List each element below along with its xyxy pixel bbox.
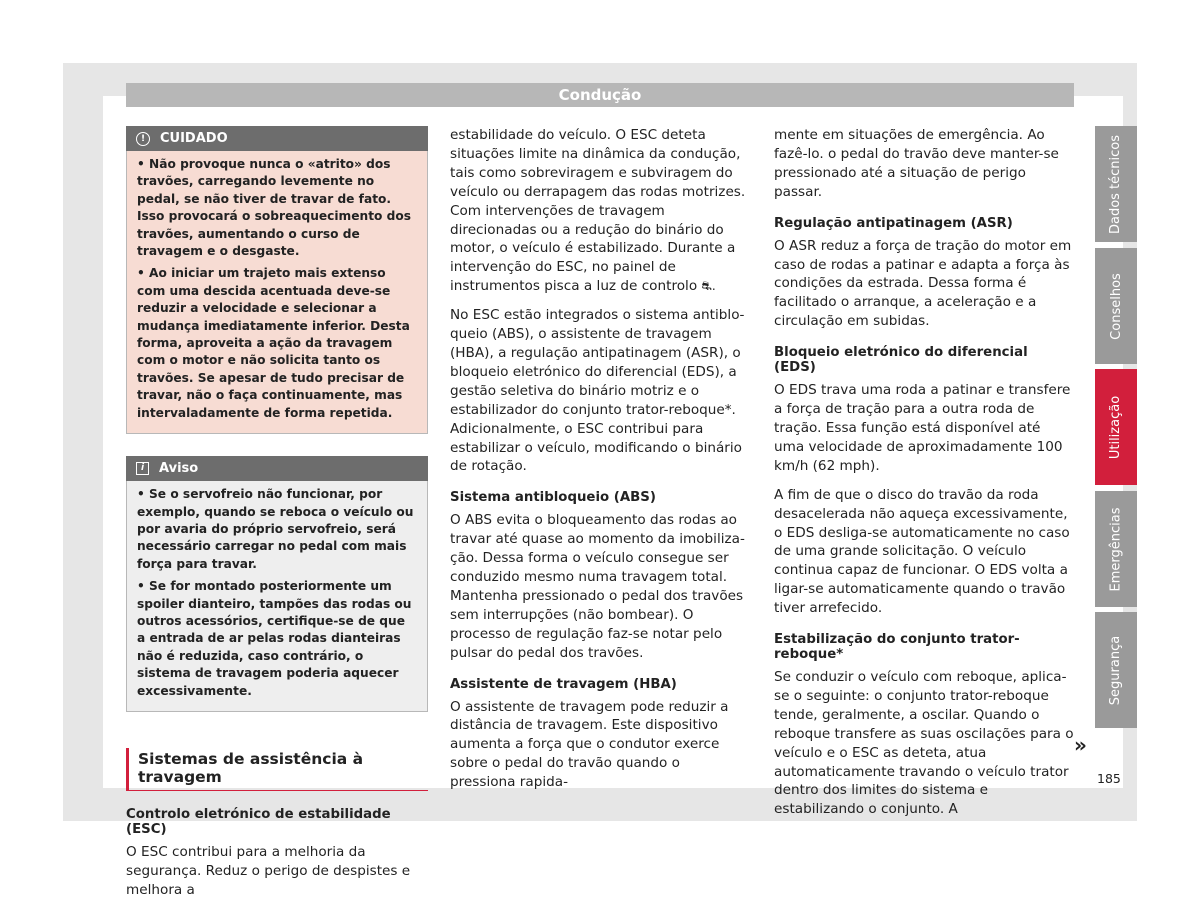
esc-warning-light-icon: ⛐. [701, 279, 716, 294]
tab-label: Dados técnicos [1108, 134, 1124, 234]
caution-item-1: • Não provoque nunca o «atrito» dos travões, carregando levemente no pedal, se não tiver de travar de fato. Isso provocará o sobreaquecimento dos travões, aumentando o curso de travagem e o desgaste. [137, 157, 411, 259]
tab-label: Utilização [1108, 395, 1124, 459]
caution-body [126, 151, 428, 434]
asr-heading: Regulação antipatinagem (ASR) [774, 215, 1013, 231]
note-title: Aviso [159, 461, 199, 477]
eds-heading: Bloqueio eletrónico do diferencial (EDS) [774, 345, 1028, 376]
hba-text-cont: mente em situações de emergência. Ao fazê-lo. o pedal do travão deve manter-se pressionado até a situação de perigo passar. [774, 127, 1059, 200]
chapter-header: Condução [126, 83, 1074, 107]
abs-heading: Sistema antibloqueio (ABS) [450, 490, 656, 506]
tab-seguranca[interactable] [1095, 612, 1137, 728]
esc-paragraph-2: No ESC estão integrados o sistema antibloqueio (ABS), o assistente de travagem (HBA), a regulação antipatinagem (ASR), o bloqueio eletrónico do diferencial (EDS), a gestão seletiva do binário motriz e o estabilizador do conjunto trator-reboque*. Adicionalmente, o ESC contribui para estabilizar o veículo, modificando o binário de rotação. [450, 307, 745, 475]
tab-utilizacao[interactable] [1095, 369, 1137, 485]
note-body [126, 481, 428, 712]
eds-paragraph-1: O EDS trava uma roda a patinar e transfere a força de tração para a outra roda de tração. Essa função está disponível até uma velocidade de aproximadamente 100 km/h (62 mph). [774, 382, 1071, 474]
tab-label: Segurança [1108, 635, 1124, 705]
section-title: Sistemas de assistência à travagem [126, 748, 428, 791]
page-number: 185 [1097, 771, 1121, 786]
esc-paragraph-1-cont [450, 126, 748, 296]
trailer-text: Se conduzir o veículo com reboque, aplica-se o seguinte: o conjunto trator-reboque tende, geralmente, a oscilar. Quando o reboque transfere as suas oscilações para o veículo e o ESC as deteta, atua automaticamente travando o veículo trator dentro dos limites do sistema e estabilizando o conjunto. A [774, 669, 1074, 818]
note-box [126, 456, 428, 712]
trailer-heading: Estabilização do conjunto trator-reboque* [774, 632, 1020, 663]
caution-title: CUIDADO [160, 131, 228, 146]
caution-item-2: • Ao iniciar um trajeto mais extenso com uma descida acentuada deve-se reduzir a velocidade e selecionar a mudança imediatamente inferior. Desta forma, aproveita a ação da travagem com o motor e não solicita tanto os travões. Se apesar de tudo precisar de travar, não o faça continuamente, mas intervaladamente de forma repetida. [137, 266, 410, 420]
tab-dados-tecnicos[interactable] [1095, 126, 1137, 242]
abs-text: O ABS evita o bloqueamento das rodas ao travar até quase ao momento da imobilização. Dessa forma o veículo consegue ser conduzido mesmo numa travagem total. Mantenha pressionado o pedal dos travões sem interrupções (não bombear). O processo de regulação faz-se notar pelo pulsar do pedal dos travões. [450, 512, 745, 661]
note-item-2: • Se for montado posteriormente um spoiler dianteiro, tampões das rodas ou outros acessórios, certifique-se de que a entrada de ar pelas rodas dianteiras não é reduzida, caso contrário, o sistema de travagem poderia aquecer excessivamente. [137, 579, 412, 698]
hba-text: O assistente de travagem pode reduzir a distância de travagem. Este dispositivo aumenta a força que o condutor exerce sobre o pedal do travão quando o pressiona rapida- [450, 698, 729, 791]
esc-paragraph-1-cont-text: estabilidade do veículo. O ESC deteta situações limite na dinâmica da condução, tais como sobreviragem e subviragem do veículo ou derrapagem das rodas motrizes. Com intervenções de travagem direcionadas ou a redução do binário do motor, o veículo é estabilizado. Durante a intervenção do ESC, no painel de instrumentos pisca a luz de controlo [450, 127, 746, 295]
esc-paragraph-1: O ESC contribui para a melhoria da segurança. Reduz o perigo de despistes e melhora a [126, 843, 411, 898]
tab-label: Conselhos [1108, 272, 1124, 340]
hba-heading: Assistente de travagem (HBA) [450, 676, 677, 692]
exclamation-circle-icon: ! [136, 132, 150, 146]
note-header [126, 456, 428, 481]
tab-emergencias[interactable] [1095, 491, 1137, 607]
eds-paragraph-2: A fim de que o disco do travão da roda desacelerada não aqueça excessivamente, o EDS desliga-se automaticamente no caso de uma grande solicitação. O veículo continua capaz de funcionar. O EDS volta a ligar-se automaticamente quando o travão tiver arrefecido. [774, 486, 1070, 617]
column-left [126, 126, 428, 910]
note-item-1: • Se o servofreio não funcionar, por exemplo, quando se reboca o veículo ou por avaria do próprio servofreio, será necessário carregar no pedal com mais força para travar. [137, 487, 414, 571]
tab-conselhos[interactable] [1095, 248, 1137, 364]
info-icon: i [136, 462, 149, 475]
column-right [774, 126, 1074, 829]
asr-text: O ASR reduz a força de tração do motor em caso de rodas a patinar e adapta a força às condições da estrada. Dessa forma é facilitado o arranque, a aceleração e a circulação em subidas. [774, 237, 1072, 330]
caution-box [126, 126, 428, 434]
esc-heading: Controlo eletrónico de estabilidade (ESC) [126, 806, 391, 837]
column-middle [450, 126, 748, 802]
continue-arrow-icon: » [1074, 733, 1087, 757]
tab-label: Emergências [1108, 507, 1124, 591]
caution-header [126, 126, 428, 151]
